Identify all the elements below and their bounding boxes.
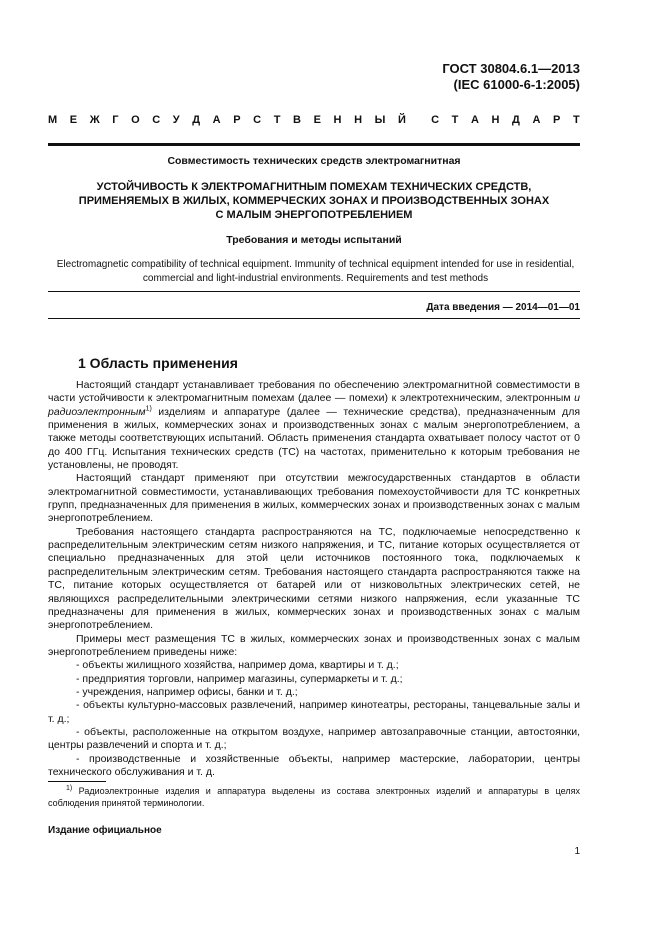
- official-edition-label: Издание официальное: [48, 825, 162, 836]
- title-divider: [48, 291, 580, 292]
- banner-letter: Т: [572, 114, 580, 126]
- list-item: - производственные и хозяйственные объекты, например мастерские, лаборатории, центры технического обслуживания и т. д.: [48, 752, 580, 778]
- introduction-date: Дата введения — 2014—01—01: [426, 302, 580, 313]
- footnote-marker: 1): [145, 405, 152, 413]
- banner-letter: С: [152, 114, 161, 126]
- banner-letter: Г: [112, 114, 119, 126]
- footnote-text: Радиоэлектронные изделия и аппаратура выделены из состава электронных изделий и аппаратуры в целях соблюдения принятой терминологии.: [48, 786, 580, 808]
- banner-letter: В: [293, 114, 301, 126]
- list-item: - учреждения, например офисы, банки и т. д.;: [76, 685, 298, 698]
- title-line: ПРИМЕНЯЕМЫХ В ЖИЛЫХ, КОММЕРЧЕСКИХ ЗОНАХ И ПРОИЗВОДСТВЕННЫХ ЗОНАХ: [78, 195, 550, 207]
- banner-letter: Ы: [374, 114, 386, 126]
- banner-letter: У: [172, 114, 180, 126]
- banner-letter: Д: [512, 114, 520, 126]
- list-item: - объекты жилищного хозяйства, например дома, квартиры и т. д.;: [76, 659, 399, 672]
- banner-letter: Н: [354, 114, 363, 126]
- text-run: Настоящий стандарт устанавливает требования по обеспечению электромагнитной совместимости в части устойчивости к электромагнитным помехам (далее — помехи) к электротехническим, электронным: [48, 379, 580, 405]
- banner-letter: Т: [273, 114, 281, 126]
- banner-letter: Д: [192, 114, 201, 126]
- document-title: [48, 180, 580, 222]
- section-heading: 1 Область применения: [78, 355, 238, 371]
- requirements-subtitle: Требования и методы испытаний: [226, 234, 402, 246]
- list-item: - объекты культурно-массовых развлечений, например кинотеатры, рестораны, танцевальные залы и т. д.;: [48, 699, 580, 725]
- banner-letter: М: [48, 114, 58, 126]
- banner-letter: Т: [451, 114, 459, 126]
- banner-letter: А: [470, 114, 479, 126]
- english-title: Electromagnetic compatibility of technical equipment. Immunity of technical equipment intended for use in residential, commercial and light-industrial environments. Requirements and test methods: [56, 259, 575, 284]
- banner-letter: Р: [553, 114, 561, 126]
- footnote-marker: 1): [66, 785, 73, 792]
- list-item: - предприятия торговли, например магазины, супермаркеты и т. д.;: [76, 672, 403, 685]
- footnote-divider: [48, 781, 106, 782]
- paragraph: Требования настоящего стандарта распространяются на ТС, подключаемые непосредственно к распределительным электрическим сетям низкого напряжения, и ТС, питание которых осуществляется от специально предназначенных для этой цели источников постоянного тока, подключаемых к распределительным электрическим сетям. Требования настоящего стандарта распространяются также на ТС, питание которых осуществляется от батарей или от низковольтных электрических сетей, не являющихся распределительными электрическими сетями низкого напряжения, если указанные ТС предназначены для применения в жилых, коммерческих зонах и производственных зонах с малым энергопотреблением.: [48, 525, 580, 632]
- document-identifier: [442, 61, 580, 93]
- header-divider: [48, 143, 580, 146]
- banner-letter: С: [431, 114, 440, 126]
- text-run: изделиям и аппаратуре (далее — технические средства), предназначенным для применения в жилых, коммерческих зонах и производственных зонах с малым энергопотреблением, а также методы соответствующих испытаний. Область применения стандарта охватывает полосу частот от 0 до 400 ГГц. Испытания технических средств (ТС) на частотах, применительно к которым требования не установлены, не проводят.: [48, 405, 580, 472]
- document-subtitle: Совместимость технических средств электромагнитная: [167, 155, 461, 167]
- title-line: УСТОЙЧИВОСТЬ К ЭЛЕКТРОМАГНИТНЫМ ПОМЕХАМ ТЕХНИЧЕСКИХ СРЕДСТВ,: [96, 181, 532, 193]
- banner-letter: С: [253, 114, 262, 126]
- banner-letter: Е: [313, 114, 321, 126]
- footnote: [48, 785, 580, 809]
- banner-letter: А: [532, 114, 541, 126]
- banner-letter: А: [212, 114, 221, 126]
- iec-number: (IEC 61000-6-1:2005): [453, 77, 580, 92]
- page-number: 1: [574, 846, 580, 857]
- paragraph: Настоящий стандарт применяют при отсутствии межгосударственных стандартов в области электромагнитной совместимости, устанавливающих требования помехоустойчивости для ТС конкретных групп, предназначенных для применения в жилых, коммерческих зонах и производственных зонах с малым энергопотреблением.: [48, 472, 580, 525]
- banner-letter: О: [131, 114, 140, 126]
- banner-letter: Н: [491, 114, 500, 126]
- paragraph: [48, 379, 580, 472]
- banner-letter: Й: [397, 114, 406, 126]
- banner-letter: Е: [69, 114, 78, 126]
- paragraph: Примеры мест размещения ТС в жилых, коммерческих зонах и производственных зонах с малым энергопотреблением приведены ниже:: [48, 632, 580, 658]
- interstate-standard-banner: [48, 114, 580, 126]
- italic-text: и радиоэлектронным: [48, 392, 580, 418]
- date-divider: [48, 318, 580, 319]
- banner-letter: Н: [333, 114, 342, 126]
- gost-number: ГОСТ 30804.6.1—2013: [442, 61, 580, 76]
- title-line: С МАЛЫМ ЭНЕРГОПОТРЕБЛЕНИЕМ: [215, 209, 413, 221]
- banner-letter: Ж: [89, 114, 100, 126]
- banner-letter: Р: [233, 114, 241, 126]
- section-body: [48, 379, 580, 779]
- list-item: - объекты, расположенные на открытом воздухе, например автозаправочные станции, автостоянки, центры развлечений и спорта и т. д.;: [48, 725, 580, 752]
